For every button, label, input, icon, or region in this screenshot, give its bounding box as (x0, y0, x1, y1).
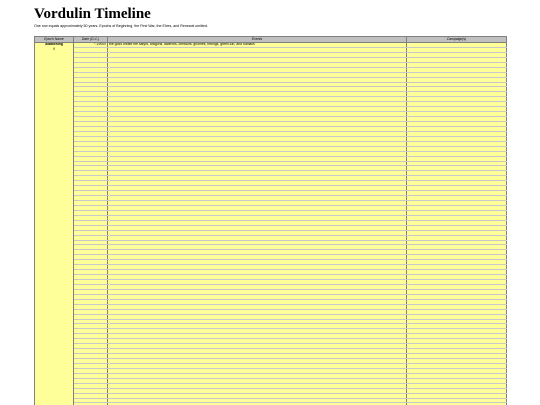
date-header[interactable]: Date (O.C.) (74, 37, 108, 43)
date-cell[interactable]: ~-19000 (74, 43, 108, 48)
epoch-name-header[interactable]: Epoch Name (35, 37, 74, 43)
campaign-header[interactable]: Campaign(s) (407, 37, 507, 43)
epoch-cell[interactable]: V (35, 47, 74, 52)
timeline-table (34, 36, 507, 405)
page-subtitle: One row equals approximately 50 years. Epochs of Beginning, the First War, the Elves, and Renewal omitted. (34, 24, 209, 28)
events-cell[interactable]: the gods create the satyrs, dragons, dwarves, centaurs, gnomes, firbolgs, green-kin, and humans (108, 43, 407, 48)
page-title: Vordulin Timeline (34, 6, 151, 22)
timeline-body (35, 43, 507, 405)
events-header[interactable]: Events (108, 37, 407, 43)
epoch-name: Awakening (45, 42, 63, 47)
